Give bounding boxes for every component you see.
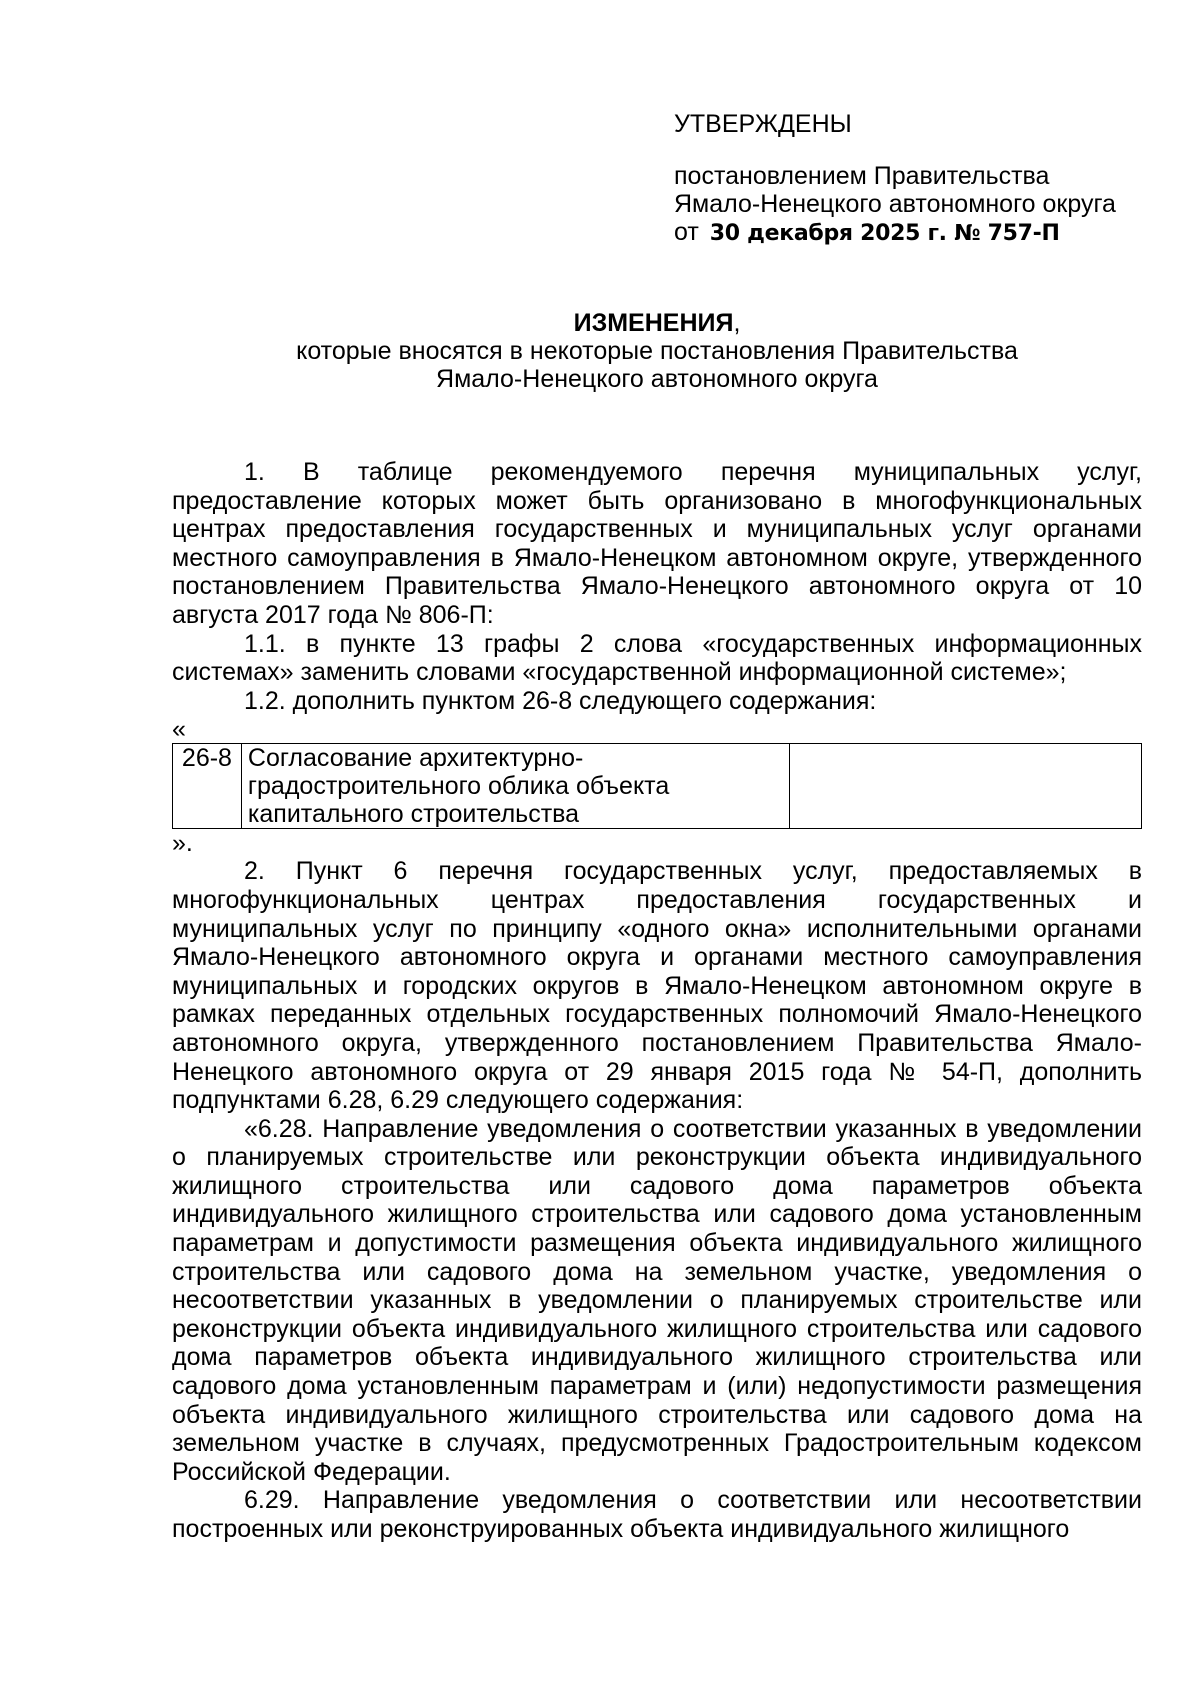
paragraph-1: 1. В таблице рекомендуемого перечня муниципальных услуг, предоставление которых может быть организовано в многофункциональных центрах предоставления государственных и муниципальных услуг органами местного самоуправления в Ямало-Ненецком автономном округе, утвержденного постановлением Правительства Ямало-Ненецкого автономного округа от 10 августа 2017 года № 806-П: [172, 458, 1142, 629]
approval-line-1: постановлением Правительства [674, 162, 1050, 190]
inserted-row-table [172, 743, 1142, 829]
table-cell-empty [790, 744, 1142, 829]
approval-line-2: Ямало-Ненецкого автономного округа [674, 190, 1116, 218]
document-title [172, 309, 1142, 393]
table-cell-service: Согласование архитектурно-градостроительного облика объекта капитального строительства [241, 744, 789, 829]
table-row [173, 744, 1142, 829]
quote-close-mark: ». [172, 829, 193, 858]
approval-date-value: 30 декабря 2025 г. № 757-П [709, 221, 1060, 246]
paragraph-1-1: 1.1. в пункте 13 графы 2 слова «государственных информационных системах» заменить словами «государственной информационной системе»; [172, 629, 1142, 687]
title-line-1 [172, 309, 1142, 337]
paragraph-6-28: «6.28. Направление уведомления о соответствии указанных в уведомлении о планируемых строительстве или реконструкции объекта индивидуального жилищного строительства или садового дома параметров объекта индивидуального жилищного строительства или садового дома установленным параметрам и допустимости размещения объекта индивидуального жилищного строительства или садового дома на земельном участке, уведомления о несоответствии указанных в уведомлении о планируемых строительстве или реконструкции объекта индивидуального жилищного строительства или садового дома параметров объекта индивидуального жилищного строительства или садового дома установленным параметрам и (или) недопустимости размещения объекта индивидуального жилищного строительства или садового дома на земельном участке в случаях, предусмотренных Градостроительным кодексом Российской Федерации. [172, 1114, 1142, 1486]
approval-stamp [674, 110, 1116, 248]
approval-date [674, 218, 1116, 248]
document-body [172, 458, 1142, 1544]
quote-open-mark: « [172, 715, 186, 744]
paragraph-2: 2. Пункт 6 перечня государственных услуг, предоставляемых в многофункциональных центрах предоставления государственных и муниципальных услуг по принципу «одного окна» исполнительными органами Ямало-Ненецкого автономного округа и органами местного самоуправления муниципальных и городских округов в Ямало-Ненецком автономном округе в рамках переданных отдельных государственных полномочий Ямало-Ненецкого автономного округа, утвержденного постановлением Правительства Ямало-Ненецкого автономного округа от 29 января 2015 года № 54-П, дополнить подпунктами 6.28, 6.29 следующего содержания: [172, 857, 1142, 1115]
title-main: ИЗМЕНЕНИЯ [573, 309, 734, 337]
paragraph-1-2: 1.2. дополнить пунктом 26-8 следующего содержания: [244, 686, 877, 715]
table-cell-number: 26-8 [173, 744, 242, 829]
paragraph-6-29: 6.29. Направление уведомления о соответствии или несоответствии построенных или реконструированных объекта индивидуального жилищного [172, 1486, 1142, 1543]
approval-heading: УТВЕРЖДЕНЫ [674, 110, 852, 138]
title-main-suffix: , [733, 309, 741, 337]
title-line-3: Ямало-Ненецкого автономного округа [436, 365, 878, 393]
title-line-2: которые вносятся в некоторые постановления Правительства [296, 337, 1018, 365]
approval-date-prefix: от [674, 218, 699, 246]
